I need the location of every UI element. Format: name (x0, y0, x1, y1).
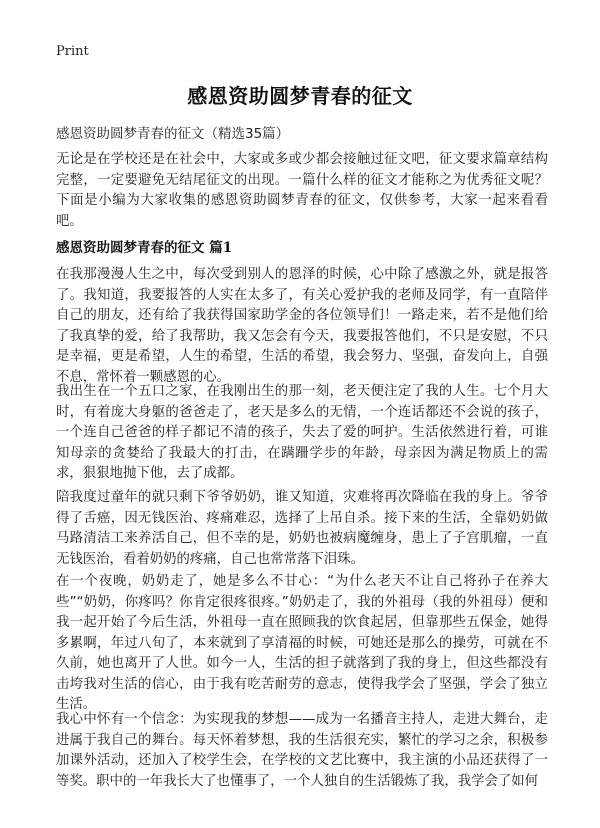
print-link[interactable]: Print (56, 44, 89, 59)
intro-paragraph: 无论是在学校还是在社会中，大家或多或少都会接触过征文吧，征文要求篇章结构完整，一定要避免无结尾征文的出现。一篇什么样的征文才能称之为优秀征文呢？下面是小编为大家收集的感恩资助圆梦青春的征文，仅供参考，大家一起来看看吧。 (56, 152, 548, 229)
body-paragraph: 陪我度过童年的就只剩下爷爷奶奶，谁又知道，灾难将再次降临在我的身上。爷爷得了舌癌，因无钱医治、疼痛难忍，选择了上吊自杀。接下来的生活，全靠奶奶做马路清洁工来养活自己，但不幸的是，奶奶也被病魔缠身，患上了子宫肌瘤，一直无钱医治，看着奶奶的疼痛，自己也常常落下泪珠。 (56, 490, 548, 567)
document-subtitle: 感恩资助圆梦青春的征文（精选35篇） (56, 126, 290, 142)
page-title: 感恩资助圆梦青春的征文 (187, 84, 413, 108)
body-paragraph: 我心中怀有一个信念：为实现我的梦想——成为一名播音主持人，走进大舞台，走进属于我自己的舞台。每天怀着梦想，我的生活很充实，繁忙的学习之余，积极参加课外活动，还加入了校学生会，在学校的文艺比赛中，我主演的小品还获得了一等奖。职中的一年我长大了也懂事了，一个人独自的生活锻炼了我，我学会了如何 (56, 712, 548, 789)
body-paragraph: 在我那漫漫人生之中，每次受到别人的恩泽的时候，心中除了感激之外，就是报答了。我知道，我要报答的人实在太多了，有关心爱护我的老师及同学，有一直陪伴自己的朋友，还有给了我获得国家助学金的各位领导们！一路走来，若不是他们给了我真挚的爱，给了我帮助，我又怎会有今天，我要报答他们，不只是安慰，不只是幸福，更是希望，人生的希望，生活的希望，我会努力、坚强，奋发向上，自强不息，常怀着一颗感恩的心。 (56, 267, 548, 385)
body-paragraph: 我出生在一个五口之家，在我刚出生的那一刻，老天便注定了我的人生。七个月大时，有着庞大身躯的爸爸走了，老天是多么的无情，一个连话都还不会说的孩子，一个连自己爸爸的样子都记不清的孩子，失去了爱的呵护。生活依然进行着，可谁知母亲的贪婪给了我最大的打击，在蹒跚学步的年龄，母亲因为满足物质上的需求，狠狠地抛下他，去了成都。 (56, 384, 548, 481)
body-paragraph: 在一个夜晚，奶奶走了，她是多么不甘心：“为什么老天不让自己将孙子在养大些”“奶奶，你疼吗？你肯定很疼很疼。”奶奶走了，我的外祖母（我的外祖母）便和我一起开始了今后生活，外祖母一直在照顾我的饮食起居，但靠那些五保金，她得多累啊，年过八旬了，本来就到了享清福的时候，可她还是那么的操劳，可就在不久前，她也离开了人世。如今一人，生活的担子就落到了我的身上，但这些都没有击垮我对生活的信心，由于我有吃苦耐劳的意志，使得我学会了坚强，学会了独立生活。 (56, 574, 548, 712)
section-heading: 感恩资助圆梦青春的征文 篇1 (56, 240, 233, 256)
